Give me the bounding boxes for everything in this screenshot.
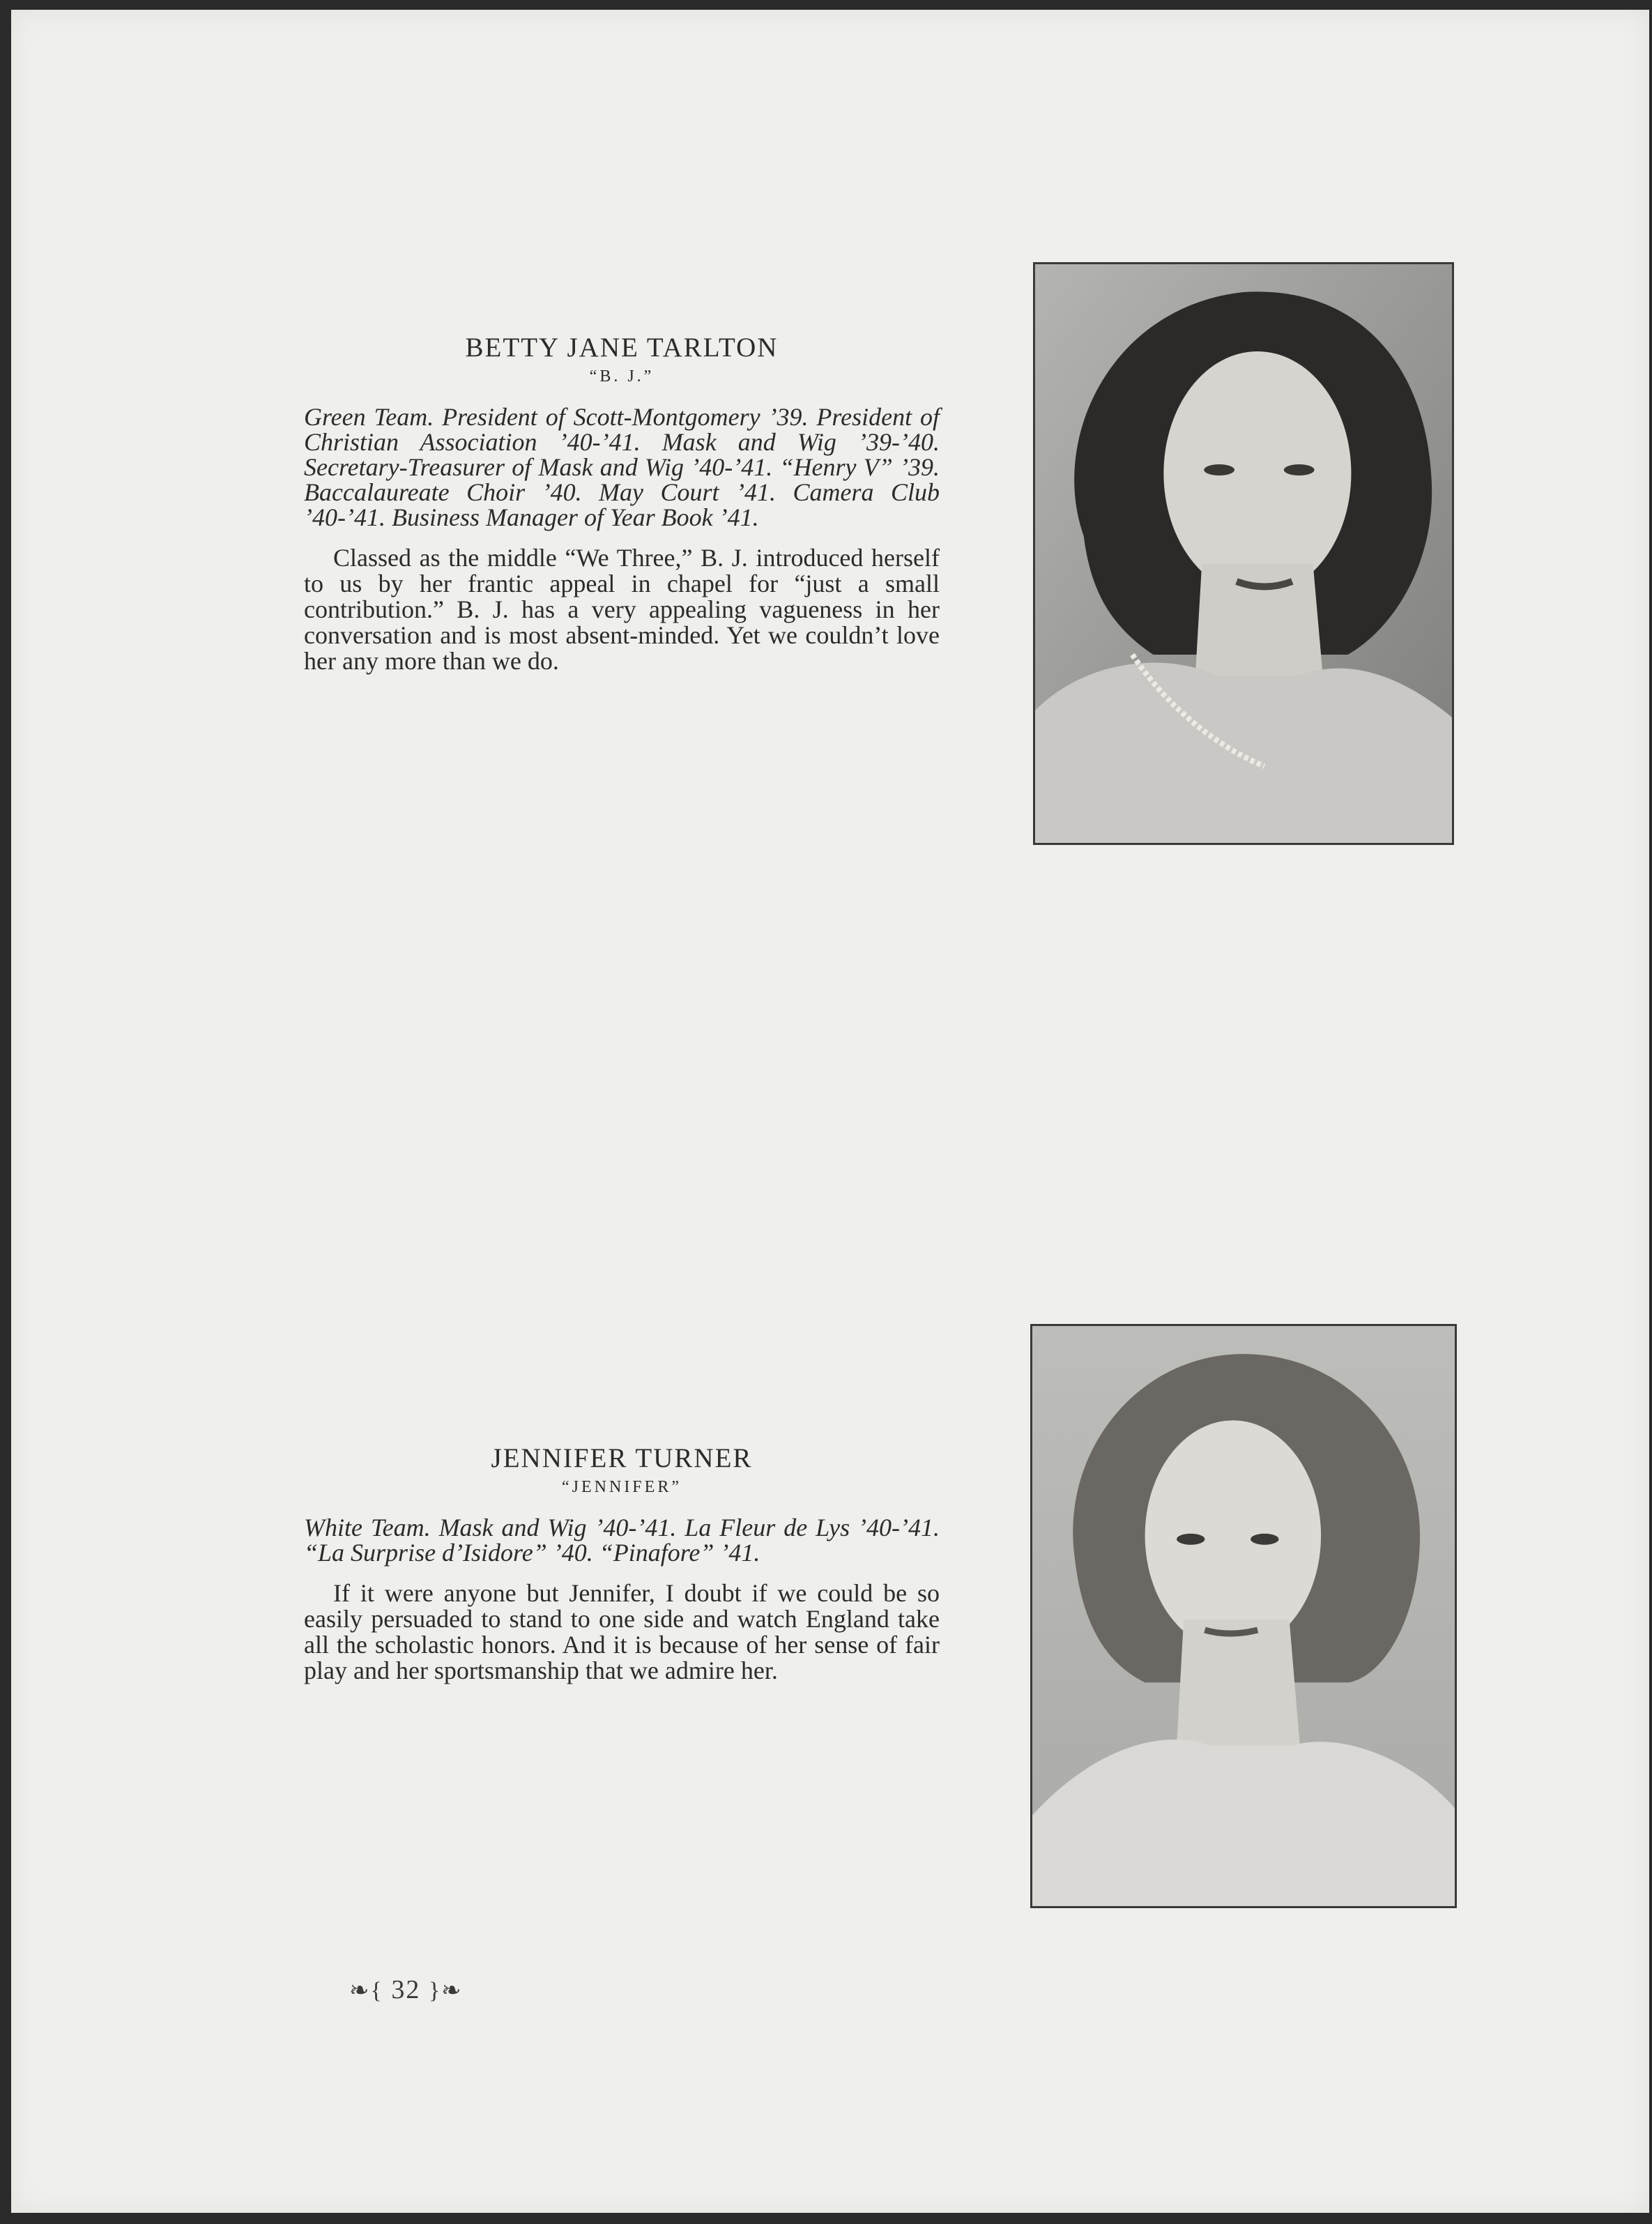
portrait-photo-turner xyxy=(1030,1324,1457,1908)
page-number: 32 xyxy=(391,1975,421,2004)
student-description: If it were anyone but Jennifer, I doubt if we could be so easily persuaded to stand to one side and watch England take all the scholastic honors. And it is because of her sense of fair play and her sportsmanship that we admire her. xyxy=(304,1579,940,1684)
student-activities: Green Team. President of Scott-Montgomery ’39. President of Christian Association ’40-’41. Mask and Wig ’39-’40. Secretary-Treasurer of Mask and Wig ’40-’41. “Henry V” ’39. Baccalaureate Choir ’40. May Court ’41. Camera Club ’40-’41. Business Manager of Year Book ’41. xyxy=(304,403,940,531)
student-name: BETTY JANE TARLTON xyxy=(465,333,779,363)
student-activities: White Team. Mask and Wig ’40-’41. La Fleur de Lys ’40-’41. “La Surprise d’Isidore” ’40. “Pinafore” ’41. xyxy=(304,1514,940,1567)
ornament-left: ❧{ xyxy=(349,1978,383,2004)
portrait-image xyxy=(1032,1326,1455,1906)
ornament-right: }❧ xyxy=(428,1978,463,2004)
student-nickname: “JENNIFER” xyxy=(562,1478,682,1496)
portrait-image xyxy=(1035,264,1452,843)
student-nickname: “B. J.” xyxy=(589,367,655,386)
student-name: JENNIFER TURNER xyxy=(491,1443,753,1473)
senior-entry-tarlton xyxy=(304,332,940,674)
page-number-footer xyxy=(349,1974,463,2005)
student-description: Classed as the middle “We Three,” B. J. introduced herself to us by her frantic appeal in chapel for “just a small contribution.” B. J. has a very appealing vagueness in her conversation and is most absent-minded. Yet we couldn’t love her any more than we do. xyxy=(304,544,940,675)
yearbook-page xyxy=(11,10,1649,2213)
portrait-photo-tarlton xyxy=(1033,262,1454,845)
senior-entry-turner xyxy=(304,1442,940,1684)
